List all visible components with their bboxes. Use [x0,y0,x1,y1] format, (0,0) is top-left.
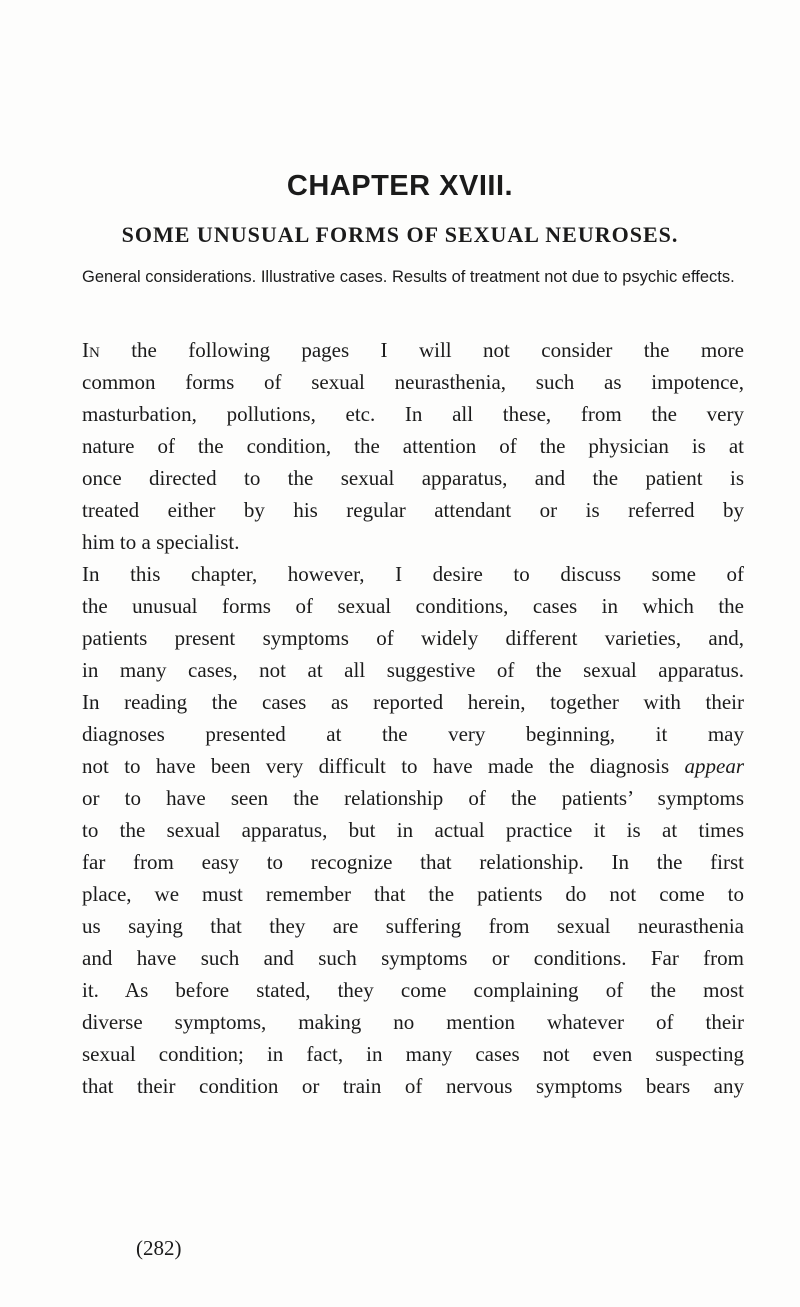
text-line: diverse symptoms, making no mention whatever of their [82,1010,744,1034]
text-line: In reading the cases as reported herein, together with their [82,690,744,714]
text-line: him to a specialist. [82,530,240,554]
text-line: treated either by his regular attendant or is referred by [82,498,744,522]
text-line: masturbation, pollutions, etc. In all these, from the very [82,402,744,426]
chapter-summary: General considerations. Illustrative cases. Results of treatment not due to psychic effects. [82,268,735,286]
text-line: that their condition or train of nervous symptoms bears any [82,1074,744,1098]
text-line-1 [82,334,744,366]
text-line: and have such and such symptoms or conditions. Far from [82,946,744,970]
section-title: SOME UNUSUAL FORMS OF SEXUAL NEUROSES. [121,222,679,247]
text-line: diagnoses presented at the very beginning, it may [82,722,744,746]
body-text [82,334,744,1102]
text-line: us saying that they are suffering from sexual neurasthenia [82,914,744,938]
italic-word: appear [684,754,744,778]
text-line-13-start: not to have been very difficult to have made the diagnosis [82,754,670,778]
text-line: nature of the condition, the attention of the physician is at [82,434,744,458]
text-line-1-rest: the following pages I will not consider the more [99,338,744,362]
text-line: sexual condition; in fact, in many cases not even suspecting [82,1042,744,1066]
text-line: or to have seen the relationship of the patients’ symptoms [82,786,744,810]
text-line: the unusual forms of sexual conditions, cases in which the [82,594,744,618]
text-line: it. As before stated, they come complaining of the most [82,978,744,1002]
text-line: to the sexual apparatus, but in actual practice it is at times [82,818,744,842]
page-number: (282) [136,1236,182,1260]
chapter-title: CHAPTER XVIII. [286,170,514,202]
text-line: common forms of sexual neurasthenia, such as impotence, [82,370,744,394]
text-line: in many cases, not at all suggestive of the sexual apparatus. [82,658,744,682]
text-line: once directed to the sexual apparatus, and the patient is [82,466,744,490]
text-line [82,750,744,782]
text-line: far from easy to recognize that relationship. In the first [82,850,744,874]
text-line: patients present symptoms of widely different varieties, and, [82,626,744,650]
drop-word: In [82,338,100,362]
text-line: place, we must remember that the patients do not come to [82,882,744,906]
text-line: In this chapter, however, I desire to discuss some of [82,562,744,586]
